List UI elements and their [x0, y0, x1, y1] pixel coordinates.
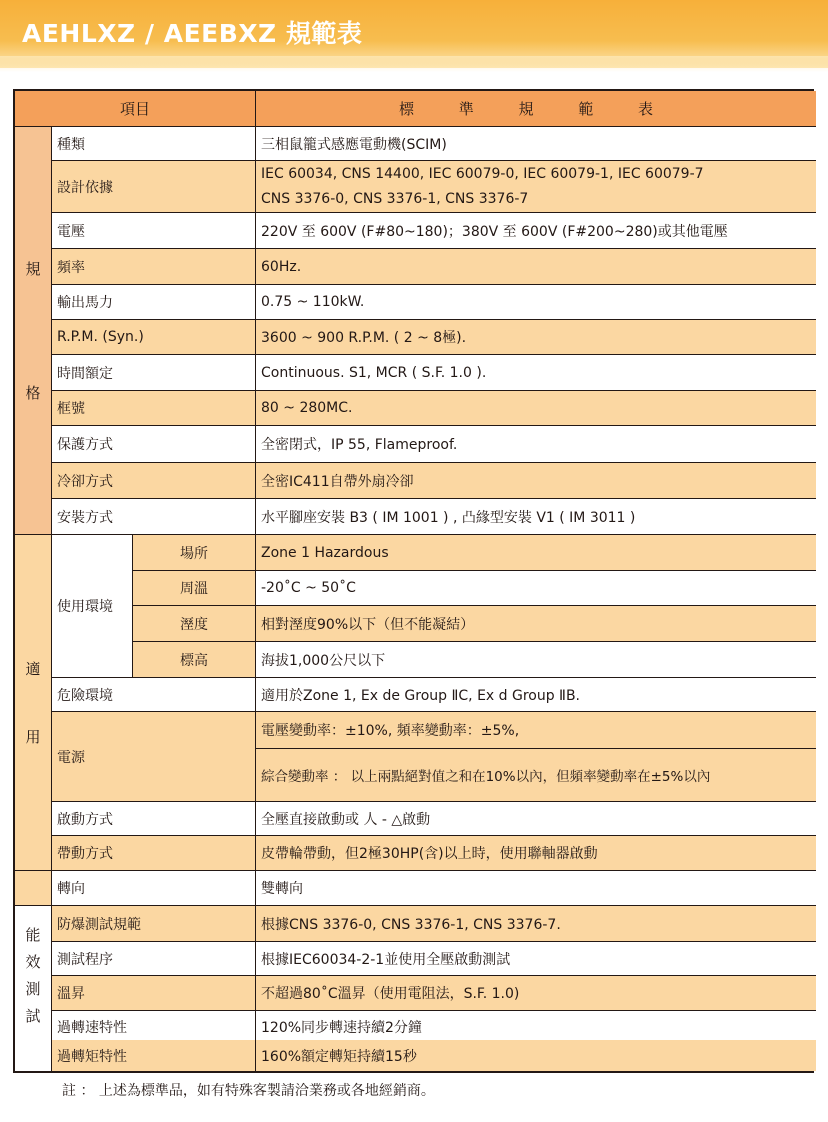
row-value-mounting: 水平腳座安裝 B3 ( IM 1001 ) , 凸緣型安裝 V1 ( IM 3011 )	[256, 499, 816, 535]
design-line-2: CNS 3376-0, CNS 3376-1, CNS 3376-7	[261, 191, 529, 208]
row-label-overtorque: 過轉矩特性	[52, 1040, 256, 1071]
section-spec	[15, 127, 52, 535]
row-value-starting: 全壓直接啟動或 人 - △啟動	[256, 802, 816, 836]
section-test-char: 試	[25, 1007, 41, 1025]
row-label-starting: 啟動方式	[52, 802, 256, 836]
row-value-test-procedure: 根據IEC60034-2-1並使用全壓啟動測試	[256, 942, 816, 976]
env-value-altitude: 海拔1,000公尺以下	[256, 642, 816, 678]
env-label-humidity: 溼度	[133, 606, 256, 642]
row-value-frequency: 60Hz.	[256, 249, 816, 285]
row-value-output: 0.75 ~ 110kW.	[256, 285, 816, 320]
row-label-type: 種類	[52, 127, 256, 161]
row-value-protection: 全密閉式，IP 55, Flameproof.	[256, 426, 816, 463]
footnote: 註 ： 上述為標準品，如有特殊客製請洽業務或各地經銷商。	[62, 1083, 435, 1099]
section-use-tail	[15, 871, 52, 906]
row-label-rpm: R.P.M. (Syn.)	[52, 320, 256, 355]
row-value-frame: 80 ~ 280MC.	[256, 391, 816, 426]
row-value-hazard: 適用於Zone 1, Ex de Group ⅡC, Ex d Group ⅡB.	[256, 678, 816, 712]
row-label-test-procedure: 測試程序	[52, 942, 256, 976]
env-label-altitude: 標高	[133, 642, 256, 678]
env-label-temperature: 周溫	[133, 571, 256, 606]
row-label-hazard: 危險環境	[52, 678, 256, 712]
header-item: 項目	[15, 91, 256, 127]
row-value-overspeed: 120%同步轉速持續2分鐘	[256, 1011, 816, 1044]
row-value-type: 三相鼠籠式感應電動機(SCIM)	[256, 127, 816, 161]
row-value-cooling: 全密IC411自帶外扇冷卻	[256, 463, 816, 499]
section-spec-char: 格	[25, 383, 41, 402]
section-spec-char: 規	[25, 260, 41, 279]
row-value-rpm: 3600 ~ 900 R.P.M. ( 2 ~ 8極).	[256, 320, 816, 355]
section-use-char: 用	[25, 727, 41, 746]
design-line-1: IEC 60034, CNS 14400, IEC 60079-0, IEC 60079-1, IEC 60079-7	[261, 165, 704, 182]
env-value-location: Zone 1 Hazardous	[256, 535, 816, 571]
row-value-temp-rise: 不超過80˚C溫昇（使用電阻法，S.F. 1.0)	[256, 976, 816, 1011]
env-value-humidity: 相對溼度90%以下（但不能凝結）	[256, 606, 816, 642]
row-label-protection: 保護方式	[52, 426, 256, 463]
row-value-rotation: 雙轉向	[256, 871, 816, 906]
row-value-overtorque: 160%額定轉矩持續15秒	[256, 1040, 816, 1071]
section-test-char: 測	[25, 980, 41, 998]
row-label-cooling: 冷卻方式	[52, 463, 256, 499]
row-label-voltage: 電壓	[52, 213, 256, 249]
row-label-temp-rise: 溫昇	[52, 976, 256, 1011]
row-label-rating: 時間額定	[52, 355, 256, 391]
section-test	[15, 906, 52, 1044]
row-value-ex-standard: 根據CNS 3376-0, CNS 3376-1, CNS 3376-7.	[256, 906, 816, 942]
row-label-frame: 框號	[52, 391, 256, 426]
row-value-power-1: 電壓變動率：±10%, 頻率變動率：±5%,	[256, 712, 816, 749]
row-label-mounting: 安裝方式	[52, 499, 256, 535]
section-test-tail	[15, 1040, 52, 1071]
row-value-rating: Continuous. S1, MCR ( S.F. 1.0 ).	[256, 355, 816, 391]
row-label-drive: 帶動方式	[52, 836, 256, 871]
env-label-location: 場所	[133, 535, 256, 571]
last-row	[13, 1040, 814, 1073]
row-label-power: 電源	[52, 712, 256, 802]
row-label-overspeed: 過轉速特性	[52, 1011, 256, 1044]
row-value-design	[256, 161, 816, 213]
section-use-char: 適	[25, 660, 41, 679]
section-test-char: 效	[25, 953, 41, 971]
row-value-voltage: 220V 至 600V (F#80~180)；380V 至 600V (F#200~280)或其他電壓	[256, 213, 816, 249]
row-label-design: 設計依據	[52, 161, 256, 213]
row-label-rotation: 轉向	[52, 871, 256, 906]
row-label-frequency: 頻率	[52, 249, 256, 285]
banner-fade	[0, 56, 828, 72]
page-title: AEHLXZ / AEEBXZ 規範表	[22, 19, 363, 48]
row-value-drive: 皮帶輪帶動，但2極30HP(含)以上時，使用聯軸器啟動	[256, 836, 816, 871]
title-banner	[0, 0, 828, 68]
spec-table	[13, 89, 814, 1072]
env-value-temperature: -20˚C ~ 50˚C	[256, 571, 816, 606]
row-value-power-2: 綜合變動率 ： 以上兩點絕對值之和在10%以內，但頻率變動率在±5%以內	[256, 749, 816, 802]
row-label-environment: 使用環境	[52, 535, 133, 678]
section-test-char: 能	[25, 926, 41, 944]
section-use	[15, 535, 52, 871]
row-label-output: 輸出馬力	[52, 285, 256, 320]
header-standard: 標 準 規 範 表	[256, 91, 816, 127]
row-label-ex-standard: 防爆測試規範	[52, 906, 256, 942]
